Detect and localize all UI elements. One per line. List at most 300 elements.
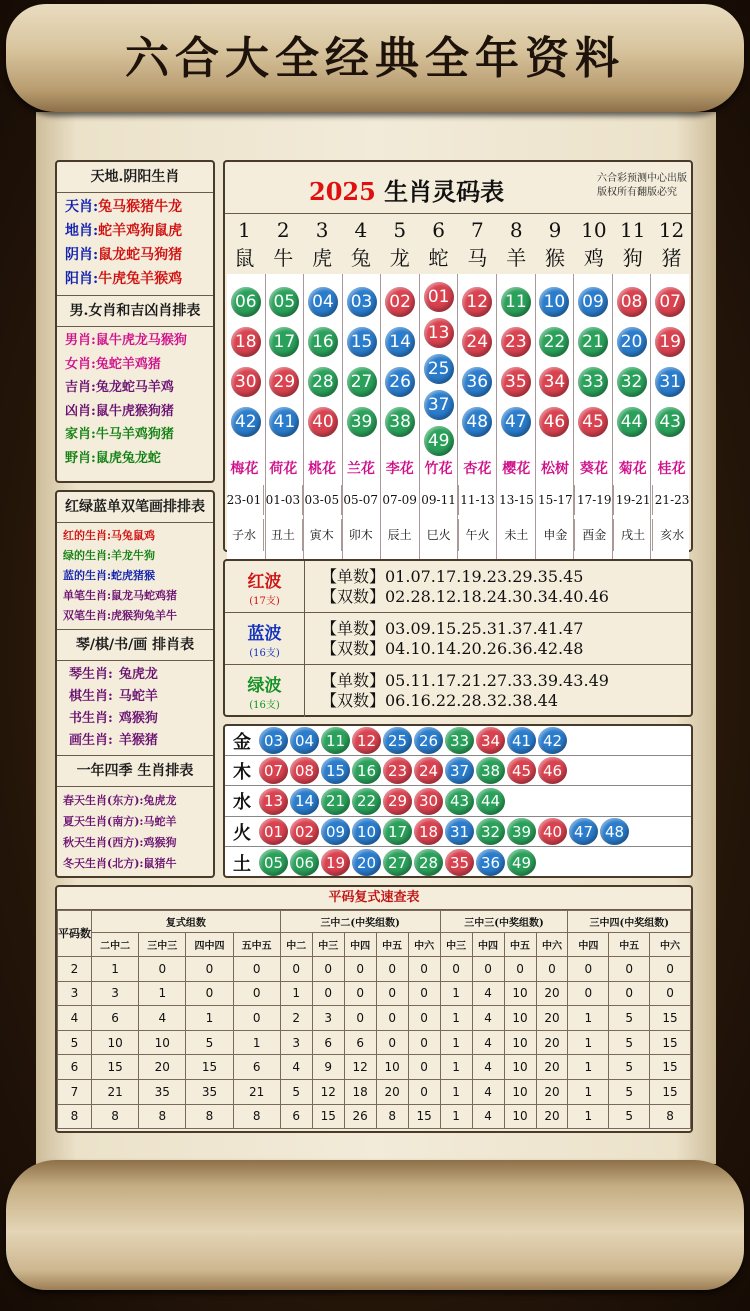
- number-ball: 19: [655, 327, 685, 357]
- group-head: 三中三(中奖组数): [440, 911, 568, 933]
- table-cell: 12: [312, 1079, 344, 1104]
- number-ball: 32: [476, 818, 505, 845]
- table-cell: 0: [376, 1006, 408, 1031]
- number-ball: 44: [476, 788, 505, 815]
- number-ball: 22: [352, 788, 381, 815]
- zodiac-number: 8: [509, 218, 523, 242]
- table-cell: 0: [568, 957, 609, 982]
- rgb-item: 单笔生肖:鼠龙马蛇鸡猪: [63, 589, 178, 602]
- number-ball: 45: [507, 757, 536, 784]
- table-cell: 10: [504, 1055, 536, 1080]
- number-ball: 07: [259, 757, 288, 784]
- element-row: [225, 787, 691, 817]
- sub-head: 中六: [536, 933, 568, 957]
- element-row: [225, 726, 691, 756]
- publisher-line-2: 版权所有翻版必究: [597, 187, 677, 198]
- table-cell: 0: [376, 981, 408, 1006]
- tiandi-value: 蛇羊鸡狗鼠虎: [98, 223, 183, 239]
- zodiac-animal: 虎: [312, 246, 333, 270]
- nannv-item: [57, 400, 213, 424]
- number-ball: 04: [308, 287, 338, 317]
- number-ball: 29: [383, 788, 412, 815]
- season-label: 冬天生肖(北方):: [63, 857, 144, 870]
- hour-range: 05-07: [342, 485, 381, 515]
- flower-name: 荷花: [269, 461, 298, 477]
- zodiac-title: [309, 172, 504, 207]
- flower-name: 兰花: [346, 461, 375, 477]
- number-ball: 44: [617, 407, 647, 437]
- table-cell: 0: [312, 957, 344, 982]
- number-ball: 46: [539, 407, 569, 437]
- wuxing-label: 未土: [497, 519, 536, 551]
- table-cell: 12: [344, 1055, 376, 1080]
- zodiac-number: 10: [581, 218, 607, 242]
- number-ball: 15: [347, 327, 377, 357]
- number-ball: 14: [290, 788, 319, 815]
- table-cell: 3: [312, 1006, 344, 1031]
- combo-title: 平码复式速查表: [57, 887, 691, 910]
- zodiac-header: [225, 162, 691, 214]
- table-cell: 0: [408, 1079, 440, 1104]
- element-name: 土: [233, 853, 251, 875]
- table-cell: 6: [344, 1030, 376, 1055]
- number-ball: 23: [383, 757, 412, 784]
- number-ball: 13: [259, 788, 288, 815]
- tiandi-heading: 天地.阴阳生肖: [57, 162, 213, 193]
- zodiac-number: 5: [393, 218, 407, 242]
- number-ball: 11: [321, 727, 350, 754]
- zodiac-number: 2: [276, 218, 290, 242]
- number-ball: 02: [290, 818, 319, 845]
- table-cell: 3: [58, 981, 92, 1006]
- publisher-line-1: 六合彩预测中心出版: [597, 173, 687, 184]
- number-ball: 27: [347, 367, 377, 397]
- wave-name: 红波: [247, 571, 282, 592]
- table-cell: 4: [472, 1006, 504, 1031]
- table-cell: 8: [376, 1104, 408, 1129]
- table-cell: 15: [650, 1006, 691, 1031]
- table-cell: 4: [58, 1006, 92, 1031]
- table-cell: 8: [92, 1104, 139, 1129]
- table-cell: 0: [408, 957, 440, 982]
- number-ball: 48: [600, 818, 629, 845]
- table-cell: 20: [536, 1055, 568, 1080]
- season-value: 兔虎龙: [143, 794, 177, 807]
- season-value: 鸡猴狗: [143, 836, 177, 849]
- table-cell: 15: [186, 1055, 233, 1080]
- wuxing-label: 酉金: [575, 519, 614, 551]
- table-cell: 8: [233, 1104, 280, 1129]
- table-cell: 5: [186, 1030, 233, 1055]
- number-ball: 49: [424, 426, 454, 456]
- tiandi-value: 鼠龙蛇马狗猪: [98, 247, 183, 263]
- table-cell: 26: [344, 1104, 376, 1129]
- nannv-label: 凶肖:: [65, 403, 96, 419]
- wave-even: 【双数】06.16.22.28.32.38.44: [321, 691, 559, 710]
- sub-head: 中四: [568, 933, 609, 957]
- wave-odd: 【单数】05.11.17.21.27.33.39.43.49: [321, 671, 609, 690]
- group-head: 三中二(中奖组数): [280, 911, 440, 933]
- zodiac-year: 2025: [309, 177, 376, 206]
- table-row: [58, 1006, 691, 1031]
- flower-name: 梅花: [230, 461, 259, 477]
- number-ball: 21: [321, 788, 350, 815]
- table-cell: 20: [376, 1079, 408, 1104]
- number-ball: 15: [321, 757, 350, 784]
- table-cell: 0: [233, 981, 280, 1006]
- zodiac-panel: [223, 160, 693, 552]
- number-ball: 19: [321, 849, 350, 876]
- number-ball: 14: [385, 327, 415, 357]
- wave-numbers: [305, 619, 583, 659]
- flower-name: 樱花: [502, 461, 531, 477]
- zodiac-animal: 蛇: [428, 246, 449, 270]
- number-ball: 26: [414, 727, 443, 754]
- number-ball: 11: [501, 287, 531, 317]
- element-name: 火: [233, 822, 251, 844]
- wave-label: [225, 665, 305, 717]
- number-ball: 39: [347, 407, 377, 437]
- season-heading: 一年四季 生肖排表: [57, 755, 213, 787]
- table-cell: 21: [233, 1079, 280, 1104]
- table-cell: 0: [408, 1006, 440, 1031]
- table-cell: 5: [609, 1055, 650, 1080]
- number-ball: 12: [352, 727, 381, 754]
- element-name: 水: [233, 792, 251, 814]
- rgb-item: 绿的生肖:羊龙牛狗: [63, 549, 156, 562]
- table-cell: 10: [504, 1104, 536, 1129]
- element-row: [225, 848, 691, 878]
- number-ball: 02: [385, 287, 415, 317]
- zodiac-animal: 鼠: [234, 246, 255, 270]
- season-item: [57, 853, 213, 874]
- table-cell: 10: [92, 1030, 139, 1055]
- table-cell: 1: [440, 1104, 472, 1129]
- table-cell: 5: [280, 1079, 312, 1104]
- number-ball: 39: [507, 818, 536, 845]
- number-ball: 48: [462, 407, 492, 437]
- number-ball: 06: [290, 849, 319, 876]
- sub-head: 中四: [344, 933, 376, 957]
- nannv-value: 兔龙蛇马羊鸡: [95, 380, 174, 395]
- table-cell: 4: [472, 1055, 504, 1080]
- table-cell: 4: [280, 1055, 312, 1080]
- number-ball: 24: [462, 327, 492, 357]
- sub-head: 中五: [504, 933, 536, 957]
- nannv-value: 鼠牛虎猴狗猪: [95, 403, 174, 419]
- number-ball: 33: [578, 367, 608, 397]
- table-cell: 0: [408, 981, 440, 1006]
- table-row: [58, 1079, 691, 1104]
- group-head: 复式组数: [92, 911, 281, 933]
- rgb-item: 蓝的生肖:蛇虎猪猴: [63, 569, 156, 582]
- wave-count: (16支): [249, 647, 280, 659]
- wave-even: 【双数】02.28.12.18.24.30.34.40.46: [321, 586, 609, 606]
- table-cell: 5: [609, 1104, 650, 1129]
- table-cell: 15: [650, 1055, 691, 1080]
- number-ball: 40: [538, 818, 567, 845]
- qin-label: 画生肖:: [69, 733, 113, 748]
- table-row: [58, 957, 691, 982]
- number-ball: 17: [383, 818, 412, 845]
- number-ball: 38: [476, 757, 505, 784]
- table-cell: 21: [92, 1079, 139, 1104]
- season-label: 春天生肖(东方):: [63, 794, 144, 807]
- zodiac-number: 6: [432, 218, 445, 242]
- tiandi-value: 牛虎兔羊猴鸡: [98, 271, 183, 287]
- number-ball: 37: [445, 757, 474, 784]
- wuxing-label: 申金: [536, 519, 575, 551]
- table-cell: 8: [650, 1104, 691, 1129]
- nannv-label: 男肖:: [65, 333, 96, 348]
- hour-range: 13-15: [497, 485, 536, 515]
- zodiac-number: 3: [315, 218, 329, 242]
- number-ball: 33: [445, 727, 474, 754]
- qin-value: 马蛇羊: [118, 689, 158, 704]
- table-cell: 0: [233, 957, 280, 982]
- table-cell: 1: [440, 1030, 472, 1055]
- table-cell: 4: [472, 981, 504, 1006]
- number-ball: 16: [352, 757, 381, 784]
- zodiac-animal: 兔: [350, 246, 371, 270]
- number-ball: 42: [538, 727, 567, 754]
- wave-label: [225, 613, 305, 664]
- number-ball: 10: [352, 818, 381, 845]
- qin-item: [57, 664, 213, 686]
- number-ball: 06: [231, 287, 261, 317]
- wuxing-label: 辰土: [381, 519, 420, 551]
- table-cell: 0: [650, 957, 691, 982]
- table-cell: 10: [504, 981, 536, 1006]
- number-ball: 35: [445, 849, 474, 876]
- wave-row: [225, 561, 691, 613]
- table-cell: 0: [472, 957, 504, 982]
- table-cell: 0: [344, 957, 376, 982]
- wuxing-label: 戌土: [614, 519, 653, 551]
- wuxing-label: 丑土: [264, 519, 303, 551]
- qin-item: [57, 730, 213, 752]
- wave-panel: [223, 559, 693, 717]
- number-ball: 28: [308, 367, 338, 397]
- wave-count: (16支): [249, 700, 280, 711]
- table-cell: 10: [504, 1030, 536, 1055]
- number-ball: 09: [578, 287, 608, 317]
- number-ball: 36: [476, 849, 505, 876]
- number-ball: 18: [414, 818, 443, 845]
- combo-panel: [55, 885, 693, 1133]
- number-ball: 49: [507, 849, 536, 876]
- table-cell: 10: [139, 1030, 186, 1055]
- number-ball: 37: [424, 390, 454, 420]
- flower-row: [225, 454, 691, 484]
- sub-head: 中五: [376, 933, 408, 957]
- number-ball: 04: [290, 727, 319, 754]
- hour-range: 23-01: [225, 485, 264, 515]
- number-ball: 01: [424, 282, 454, 312]
- sub-head: 二中二: [92, 933, 139, 957]
- number-ball: 20: [617, 327, 647, 357]
- table-cell: 20: [139, 1055, 186, 1080]
- combo-header-row: [58, 911, 691, 933]
- nannv-list: [57, 327, 213, 470]
- qin-item: [57, 686, 213, 708]
- season-value: 马蛇羊: [143, 815, 177, 828]
- table-cell: 0: [536, 957, 568, 982]
- element-row: [225, 817, 691, 847]
- tiandi-item: [57, 219, 213, 243]
- table-cell: 5: [609, 1006, 650, 1031]
- flower-name: 杏花: [463, 461, 492, 477]
- season-item: [57, 811, 213, 832]
- number-ball: 09: [321, 818, 350, 845]
- table-cell: 0: [312, 981, 344, 1006]
- wuxing-label: 寅木: [303, 519, 342, 551]
- hour-range: 09-11: [420, 485, 459, 515]
- number-ball: 08: [290, 757, 319, 784]
- flower-name: 桃花: [308, 461, 337, 477]
- table-cell: 0: [139, 957, 186, 982]
- table-cell: 0: [408, 1055, 440, 1080]
- table-cell: 1: [568, 1079, 609, 1104]
- table-cell: 0: [440, 957, 472, 982]
- tiandi-item: [57, 243, 213, 267]
- wuxing-label: 卯木: [342, 519, 381, 551]
- zodiac-number: 1: [238, 218, 251, 242]
- wave-odd: 【单数】03.09.15.25.31.37.41.47: [321, 618, 584, 638]
- table-cell: 10: [504, 1006, 536, 1031]
- zodiac-animal: 猪: [661, 246, 682, 270]
- wuxing-label: 亥水: [660, 528, 685, 542]
- sub-head: 五中五: [233, 933, 280, 957]
- qin-label: 琴生肖:: [69, 667, 113, 682]
- zodiac-animal: 龙: [389, 246, 410, 270]
- table-cell: 0: [344, 1006, 376, 1031]
- table-cell: 20: [536, 1104, 568, 1129]
- qin-heading: 琴/棋/书/画 排肖表: [57, 629, 213, 661]
- season-item: [57, 790, 213, 811]
- number-ball: 40: [308, 407, 338, 437]
- number-ball: 34: [476, 727, 505, 754]
- tiandi-value: 兔马猴猪牛龙: [98, 199, 183, 215]
- wave-count: (17支): [249, 595, 280, 607]
- table-row: [58, 1030, 691, 1055]
- sub-head: 四中四: [186, 933, 233, 957]
- nannv-value: 鼠牛虎龙马猴狗: [95, 333, 187, 348]
- tiandi-panel: [55, 160, 215, 483]
- table-row: [58, 1104, 691, 1129]
- nannv-label: 女肖:: [65, 356, 96, 372]
- zodiac-animal: 马: [467, 246, 488, 270]
- number-ball: 21: [578, 327, 608, 357]
- number-ball: 08: [617, 287, 647, 317]
- sub-head: 中六: [408, 933, 440, 957]
- number-ball: 13: [424, 318, 454, 348]
- number-ball: 30: [414, 788, 443, 815]
- nannv-value: 鼠虎兔龙蛇: [95, 450, 161, 466]
- table-cell: 5: [609, 1030, 650, 1055]
- five-elements-panel: [223, 724, 693, 878]
- table-cell: 1: [568, 1055, 609, 1080]
- number-ball: 47: [501, 407, 531, 437]
- number-ball: 31: [655, 367, 685, 397]
- table-cell: 4: [472, 1079, 504, 1104]
- table-cell: 1: [186, 1006, 233, 1031]
- flower-name: 菊花: [618, 461, 647, 477]
- number-ball: 34: [539, 367, 569, 397]
- table-cell: 8: [139, 1104, 186, 1129]
- table-cell: 0: [233, 1006, 280, 1031]
- sub-head: 中五: [609, 933, 650, 957]
- combo-table: [57, 910, 691, 1129]
- flower-name: 松树: [541, 461, 570, 477]
- wave-even: 【双数】04.10.14.20.26.36.42.48: [321, 638, 584, 658]
- wuxing-row: [225, 519, 691, 551]
- wuxing-label: 子水: [225, 519, 264, 551]
- rgb-item: 红的生肖:马兔鼠鸡: [63, 529, 156, 542]
- wave-name: 绿波: [247, 676, 282, 696]
- table-cell: 0: [504, 957, 536, 982]
- number-ball: 01: [259, 818, 288, 845]
- table-cell: 9: [312, 1055, 344, 1080]
- hour-range: 11-13: [459, 485, 498, 515]
- table-cell: 0: [376, 957, 408, 982]
- wave-row: [225, 613, 691, 665]
- table-cell: 15: [650, 1079, 691, 1104]
- number-ball: 07: [655, 287, 685, 317]
- table-cell: 1: [568, 1006, 609, 1031]
- number-ball: 43: [655, 407, 685, 437]
- table-cell: 1: [139, 981, 186, 1006]
- nannv-label: 家肖:: [65, 427, 96, 442]
- table-cell: 3: [92, 981, 139, 1006]
- table-cell: 8: [58, 1104, 92, 1129]
- table-cell: 5: [609, 1079, 650, 1104]
- table-cell: 10: [504, 1079, 536, 1104]
- qin-value: 羊猴猪: [118, 733, 158, 748]
- table-cell: 2: [58, 957, 92, 982]
- table-cell: 6: [280, 1104, 312, 1129]
- sub-head: 中三: [440, 933, 472, 957]
- table-cell: 6: [312, 1030, 344, 1055]
- table-cell: 4: [472, 1104, 504, 1129]
- flower-name: 桂花: [657, 461, 686, 477]
- hour-range: 01-03: [264, 485, 303, 515]
- rgb-item: 双笔生肖:虎猴狗兔羊牛: [63, 609, 178, 622]
- qin-item: [57, 708, 213, 730]
- qin-label: 书生肖:: [69, 711, 113, 726]
- number-ball: 46: [538, 757, 567, 784]
- nannv-label: 吉肖:: [65, 380, 96, 395]
- zodiac-animals: [225, 242, 691, 272]
- number-ball: 17: [269, 327, 299, 357]
- table-cell: 18: [344, 1079, 376, 1104]
- nannv-heading: 男.女肖和吉凶肖排表: [57, 295, 213, 327]
- tiandi-list: [57, 193, 213, 295]
- table-cell: 20: [536, 981, 568, 1006]
- rgb-panel: [55, 490, 215, 878]
- number-ball: 24: [414, 757, 443, 784]
- element-row: [225, 756, 691, 786]
- table-cell: 1: [92, 957, 139, 982]
- qin-value: 鸡猴狗: [118, 711, 158, 726]
- zodiac-animal: 狗: [622, 246, 643, 270]
- nannv-item: [57, 423, 213, 447]
- table-row: [58, 981, 691, 1006]
- table-cell: 0: [280, 957, 312, 982]
- nannv-value: 兔蛇羊鸡猪: [95, 356, 161, 372]
- wave-numbers: [305, 567, 609, 607]
- nannv-value: 牛马羊鸡狗猪: [95, 427, 174, 442]
